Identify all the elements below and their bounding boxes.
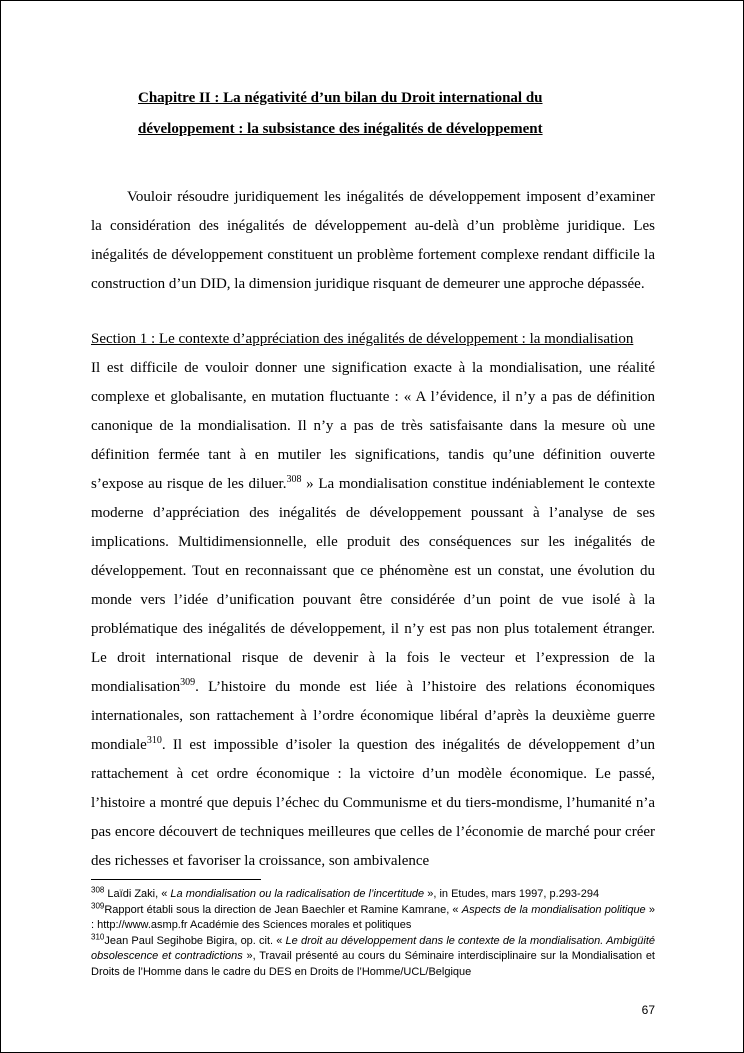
intro-paragraph: Vouloir résoudre juridiquement les inégalités de développement imposent d’examiner la considération des inégalités de développement au-delà d’un problème juridique. Les inégalités de développement constituent un problème fortement complexe rendant difficile la construction d’un DID, la dimension juridique risquant de demeurer une approche dépassée. [91,189,655,292]
footnote-italic-segment: La mondialisation ou la radicalisation de l’incertitude [170,888,425,900]
footnote-ref-309: 309 [180,677,196,688]
footnote-ref-310: 310 [146,735,162,746]
page-number: 67 [641,1003,655,1017]
footnotes-section [91,879,655,980]
footnote-text-segment: » : http://www.asmp.fr Académie des Sciences morales et politiques [91,903,655,931]
body-text-segment: Il est difficile de vouloir donner une signification exacte à la mondialisation, une réalité complexe et globalisante, en mutation fluctuante : « A l’évidence, il n’y a pas de définition canonique de la mondialisation. Il n’y a pas de très satisfaisante dans la mesure où une définition fermée tant à en mutiler les significations, tandis qu’une définition ouverte s’expose au risque de les diluer. [91,360,655,492]
footnote-text-segment: Jean Paul Segihobe Bigira, op. cit. « [104,934,286,947]
body-text-segment: . L’histoire du monde est liée à l’histoire des relations économiques internationales, son rattachement à l’ordre économique libéral d’après la deuxième guerre mondiale [91,679,655,753]
footnote-italic-segment: Aspects de la mondialisation politique [461,903,646,916]
chapter-title-line1: Chapitre II : La négativité d’un bilan du Droit international du [138,90,543,106]
footnote-italic-segment: Le droit au développement dans le contexte de la mondialisation. Ambigüité obsolescence et contradictions [91,934,655,962]
section-heading [91,325,655,354]
footnote-text-segment: », in Etudes, mars 1997, p.293-294 [424,888,600,900]
footnote-310 [91,931,655,981]
page-content [1,1,743,876]
footnote-text-segment: », Travail présenté au cours du Séminaire interdisciplinaire sur la Mondialisation et Droits de l’Homme dans le cadre du DES en Droits de l’Homme/UCL/Belgique [91,950,655,978]
footnote-number: 310 [91,931,105,941]
footnote-number: 309 [91,900,105,910]
section-heading-text: Section 1 : Le contexte d’appréciation des inégalités de développement : la mondialisation [91,331,634,347]
footnote-separator-line [91,879,261,880]
footnote-text-segment: Rapport établi sous la direction de Jean Baechler et Ramine Kamrane, « [104,903,462,916]
chapter-title [138,83,655,145]
body-text-segment: . Il est impossible d’isoler la question des inégalités de développement d’un rattachement à cet ordre économique : la victoire d’un modèle économique. Le passé, l’histoire a montré que depuis l’échec du Communisme et du tiers-mondisme, l’humanité n’a pas encore découvert de techniques meilleures que celles de l’économie de marché pour créer des richesses et favoriser la croissance, son ambivalence [91,737,655,869]
footnote-number: 308 [91,885,105,895]
footnote-308 [91,887,655,903]
footnote-309 [91,900,655,934]
chapter-title-line2: développement : la subsistance des inégalités de développement [138,121,543,137]
section-body-paragraph [91,354,655,876]
body-text-segment: » La mondialisation constitue indéniablement le contexte moderne d’appréciation des inégalités de développement poussant à l’analyse de ses implications. Multidimensionnelle, elle produit des conséquences sur les inégalités de développement. Tout en reconnaissant que ce phénomène est un constat, une évolution du monde vers l’idée d’unification pouvant être considérée d’un point de vue isolé à la problématique des inégalités de développement, il n’y est pas non plus totalement étranger. Le droit international risque de devenir à la fois le vecteur et l’expression de la mondialisation [91,476,655,695]
footnote-ref-308: 308 [286,474,302,485]
footnote-text-segment: Laïdi Zaki, « [104,888,171,900]
